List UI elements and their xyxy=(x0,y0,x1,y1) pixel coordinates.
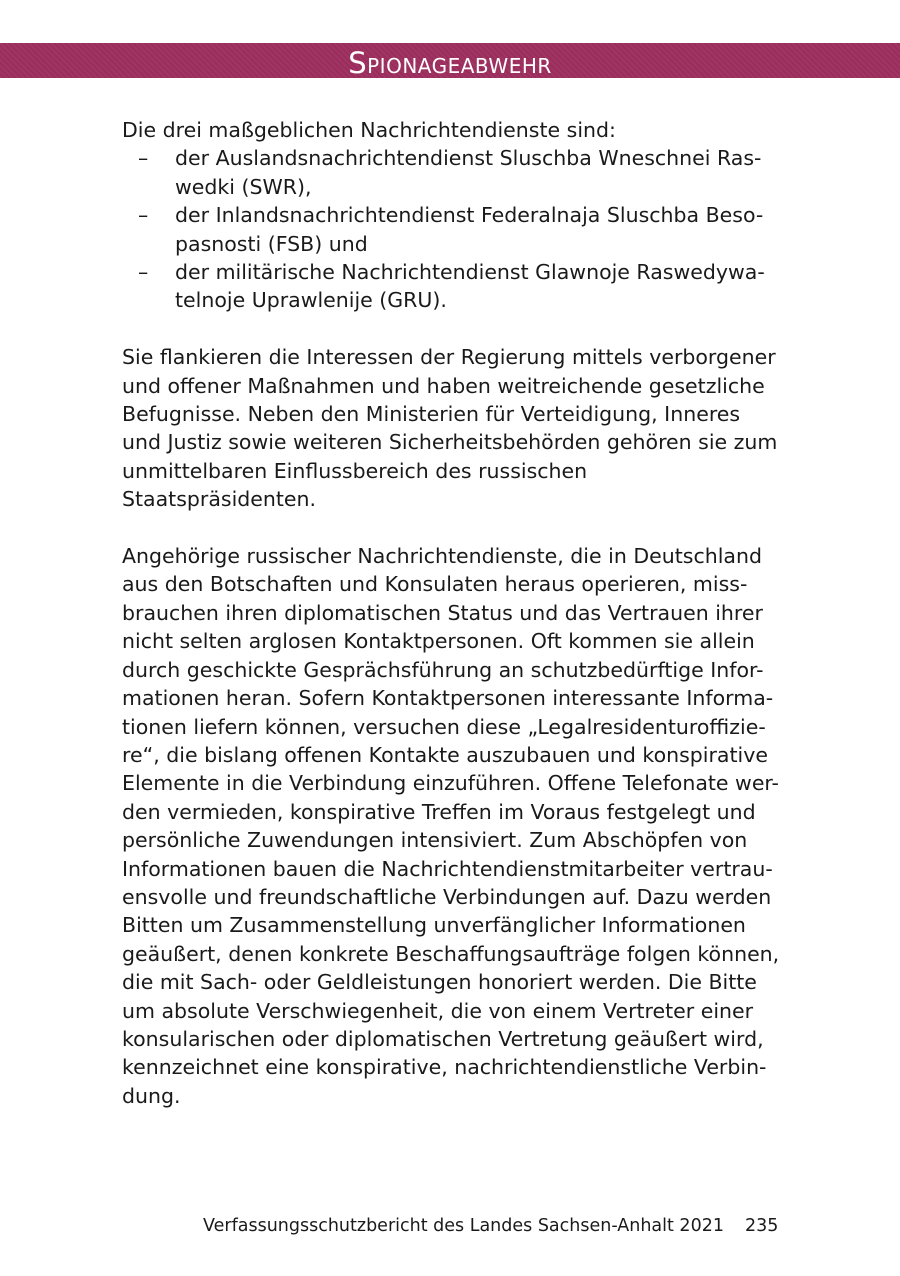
list-item xyxy=(122,144,782,201)
list-dash: – xyxy=(138,146,149,171)
services-list xyxy=(122,144,782,314)
text-line: und Justiz sowie weiteren Sicherheitsbehörden gehören sie zum xyxy=(122,430,778,455)
text-line: brauchen ihren diplomatischen Status und das Vertrauen ihrer xyxy=(122,600,763,625)
text-line: die mit Sach- oder Geldleistungen honoriert werden. Die Bitte xyxy=(122,970,757,995)
text-line: ensvolle und freundschaftliche Verbindungen auf. Dazu werden xyxy=(122,884,772,909)
list-item-line: pasnosti (FSB) und xyxy=(175,231,368,256)
list-item-line: wedki (SWR), xyxy=(175,174,312,199)
text-line: kennzeichnet eine konspirative, nachrichtendienstliche Verbin- xyxy=(122,1055,767,1080)
list-item xyxy=(122,201,782,258)
list-item-line: der militärische Nachrichtendienst Glawnoje Raswedywa- xyxy=(175,260,765,285)
text-line: unmittelbaren Einflussbereich des russischen Staatspräsidenten. xyxy=(122,458,588,512)
section-title: Spionageabwehr xyxy=(348,46,552,80)
page-number: 235 xyxy=(745,1216,779,1236)
paragraph-2 xyxy=(122,542,782,1110)
text-line: Befugnisse. Neben den Ministerien für Verteidigung, Inneres xyxy=(122,402,741,427)
paragraph-gap xyxy=(122,514,782,542)
paragraph-gap xyxy=(122,315,782,343)
text-line: Angehörige russischer Nachrichtendienste, die in Deutschland xyxy=(122,544,762,569)
text-line: Bitten um Zusammenstellung unverfänglicher Informationen xyxy=(122,913,746,938)
text-line: tionen liefern können, versuchen diese „Legalresidenturoffizie- xyxy=(122,714,766,739)
list-dash: – xyxy=(138,203,149,228)
list-item xyxy=(122,258,782,315)
section-header-bar xyxy=(0,43,900,78)
text-line: Elemente in die Verbindung einzuführen. Offene Telefonate wer- xyxy=(122,771,779,796)
text-line: geäußert, denen konkrete Beschaffungsaufträge folgen können, xyxy=(122,941,780,966)
text-line: um absolute Verschwiegenheit, die von einem Vertreter einer xyxy=(122,998,754,1023)
list-item-line: der Inlandsnachrichtendienst Federalnaja Sluschba Beso- xyxy=(175,203,764,228)
text-line: Informationen bauen die Nachrichtendienstmitarbeiter vertrau- xyxy=(122,856,773,881)
text-line: durch geschickte Gesprächsführung an schutzbedürftige Infor- xyxy=(122,657,764,682)
text-line: Sie flankieren die Interessen der Regierung mittels verborgener xyxy=(122,345,776,370)
text-line: dung. xyxy=(122,1083,181,1108)
text-line: mationen heran. Sofern Kontaktpersonen interessante Informa- xyxy=(122,686,774,711)
list-item-line: der Auslandsnachrichtendienst Sluschba Wneschnei Ras- xyxy=(175,146,762,171)
page-content xyxy=(122,116,782,1110)
text-line: persönliche Zuwendungen intensiviert. Zum Abschöpfen von xyxy=(122,828,748,853)
paragraph-1 xyxy=(122,343,782,513)
text-line: re“, die bislang offenen Kontakte auszubauen und konspirative xyxy=(122,742,768,767)
text-line: nicht selten arglosen Kontaktpersonen. Oft kommen sie allein xyxy=(122,629,755,654)
text-line: den vermieden, konspirative Treffen im Voraus festgelegt und xyxy=(122,799,756,824)
text-line: und offener Maßnahmen und haben weitreichende gesetzliche xyxy=(122,373,765,398)
intro-text: Die drei maßgeblichen Nachrichtendienste sind: xyxy=(122,118,616,142)
list-item-line: telnoje Uprawlenije (GRU). xyxy=(175,288,447,313)
list-dash: – xyxy=(138,260,149,285)
footer-title: Verfassungsschutzbericht des Landes Sachsen-Anhalt 2021 xyxy=(203,1216,724,1236)
text-line: aus den Botschaften und Konsulaten heraus operieren, miss- xyxy=(122,572,748,597)
text-line: konsularischen oder diplomatischen Vertretung geäußert wird, xyxy=(122,1026,764,1051)
